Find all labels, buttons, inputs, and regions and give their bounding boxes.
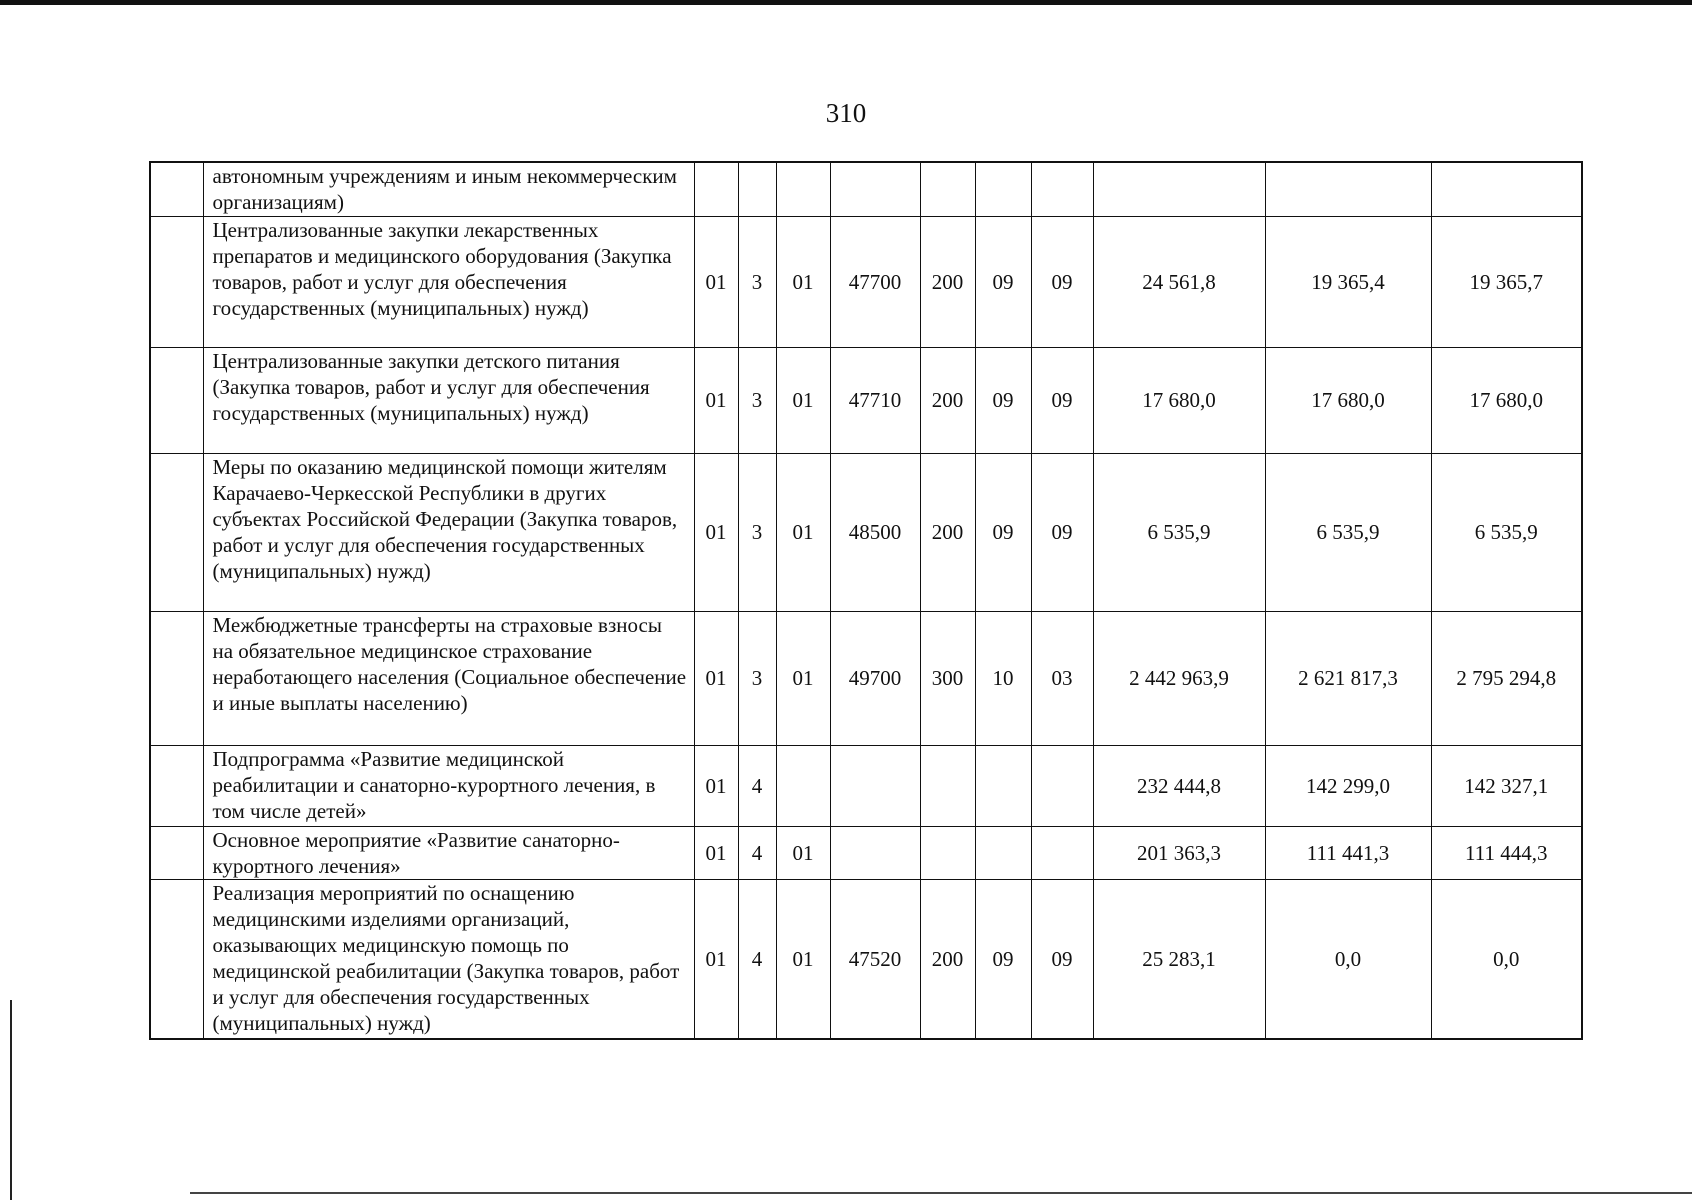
description-cell: Реализация мероприятий по оснащению медицинскими изделиями организаций, оказывающих медицинскую помощь по медицинской реабилитации (Закупка товаров, работ и услуг для обеспечения государственных (муниципальных) нужд) bbox=[203, 879, 694, 1039]
amount-2-cell: 17 680,0 bbox=[1265, 347, 1431, 453]
section-code-cell bbox=[975, 162, 1031, 216]
row-number-cell bbox=[150, 347, 203, 453]
table-row bbox=[150, 611, 1582, 745]
left-margin-rule bbox=[10, 1000, 12, 1200]
program-code-cell: 01 bbox=[694, 745, 738, 826]
description-cell: Подпрограмма «Развитие медицинской реабилитации и санаторно-курортного лечения, в том числе детей» bbox=[203, 745, 694, 826]
amount-1-cell: 17 680,0 bbox=[1093, 347, 1265, 453]
amount-1-cell: 201 363,3 bbox=[1093, 826, 1265, 879]
section-code-cell: 09 bbox=[975, 347, 1031, 453]
top-rule bbox=[0, 0, 1692, 5]
row-number-cell bbox=[150, 216, 203, 347]
direction-code-cell: 47710 bbox=[830, 347, 920, 453]
section-code-cell: 10 bbox=[975, 611, 1031, 745]
amount-2-cell bbox=[1265, 162, 1431, 216]
direction-code-cell bbox=[830, 162, 920, 216]
subprogram-code-cell bbox=[738, 162, 776, 216]
description-cell: Меры по оказанию медицинской помощи жителям Карачаево-Черкесской Республики в других субъектах Российской Федерации (Закупка товаров, работ и услуг для обеспечения государственных (муниципальных) нужд) bbox=[203, 453, 694, 611]
subsection-code-cell: 09 bbox=[1031, 453, 1093, 611]
subsection-code-cell bbox=[1031, 826, 1093, 879]
table-row bbox=[150, 216, 1582, 347]
row-number-cell bbox=[150, 879, 203, 1039]
table-row bbox=[150, 453, 1582, 611]
row-number-cell bbox=[150, 162, 203, 216]
program-code-cell: 01 bbox=[694, 611, 738, 745]
expense-type-code-cell: 200 bbox=[920, 347, 975, 453]
subsection-code-cell bbox=[1031, 162, 1093, 216]
direction-code-cell bbox=[830, 826, 920, 879]
section-code-cell: 09 bbox=[975, 879, 1031, 1039]
expense-type-code-cell bbox=[920, 162, 975, 216]
main-activity-code-cell: 01 bbox=[776, 453, 830, 611]
description-cell: Централизованные закупки лекарственных препаратов и медицинского оборудования (Закупка товаров, работ и услуг для обеспечения государственных (муниципальных) нужд) bbox=[203, 216, 694, 347]
expense-type-code-cell bbox=[920, 745, 975, 826]
row-number-cell bbox=[150, 745, 203, 826]
direction-code-cell: 47700 bbox=[830, 216, 920, 347]
expense-type-code-cell: 200 bbox=[920, 879, 975, 1039]
subsection-code-cell: 09 bbox=[1031, 347, 1093, 453]
main-activity-code-cell bbox=[776, 162, 830, 216]
subprogram-code-cell: 3 bbox=[738, 453, 776, 611]
program-code-cell: 01 bbox=[694, 453, 738, 611]
amount-2-cell: 19 365,4 bbox=[1265, 216, 1431, 347]
amount-3-cell: 17 680,0 bbox=[1431, 347, 1582, 453]
amount-2-cell: 142 299,0 bbox=[1265, 745, 1431, 826]
amount-2-cell: 6 535,9 bbox=[1265, 453, 1431, 611]
main-activity-code-cell: 01 bbox=[776, 347, 830, 453]
amount-1-cell: 232 444,8 bbox=[1093, 745, 1265, 826]
amount-1-cell: 6 535,9 bbox=[1093, 453, 1265, 611]
section-code-cell bbox=[975, 745, 1031, 826]
table-row bbox=[150, 745, 1582, 826]
subsection-code-cell: 09 bbox=[1031, 879, 1093, 1039]
direction-code-cell: 48500 bbox=[830, 453, 920, 611]
direction-code-cell: 49700 bbox=[830, 611, 920, 745]
description-cell: Основное мероприятие «Развитие санаторно-курортного лечения» bbox=[203, 826, 694, 879]
main-activity-code-cell: 01 bbox=[776, 611, 830, 745]
description-cell: автономным учреждениям и иным некоммерческим организациям) bbox=[203, 162, 694, 216]
amount-1-cell: 24 561,8 bbox=[1093, 216, 1265, 347]
program-code-cell: 01 bbox=[694, 216, 738, 347]
amount-3-cell: 6 535,9 bbox=[1431, 453, 1582, 611]
row-number-cell bbox=[150, 611, 203, 745]
amount-3-cell: 142 327,1 bbox=[1431, 745, 1582, 826]
main-activity-code-cell: 01 bbox=[776, 216, 830, 347]
table-row bbox=[150, 879, 1582, 1039]
table-row bbox=[150, 347, 1582, 453]
expense-type-code-cell bbox=[920, 826, 975, 879]
expense-type-code-cell: 200 bbox=[920, 453, 975, 611]
subprogram-code-cell: 4 bbox=[738, 826, 776, 879]
bottom-rule bbox=[190, 1192, 1692, 1194]
row-number-cell bbox=[150, 453, 203, 611]
amount-2-cell: 111 441,3 bbox=[1265, 826, 1431, 879]
amount-3-cell: 2 795 294,8 bbox=[1431, 611, 1582, 745]
amount-1-cell bbox=[1093, 162, 1265, 216]
amount-1-cell: 2 442 963,9 bbox=[1093, 611, 1265, 745]
subsection-code-cell: 03 bbox=[1031, 611, 1093, 745]
amount-3-cell: 111 444,3 bbox=[1431, 826, 1582, 879]
subprogram-code-cell: 4 bbox=[738, 879, 776, 1039]
subprogram-code-cell: 3 bbox=[738, 611, 776, 745]
section-code-cell: 09 bbox=[975, 453, 1031, 611]
description-cell: Централизованные закупки детского питания (Закупка товаров, работ и услуг для обеспечения государственных (муниципальных) нужд) bbox=[203, 347, 694, 453]
expense-type-code-cell: 300 bbox=[920, 611, 975, 745]
description-cell: Межбюджетные трансферты на страховые взносы на обязательное медицинское страхование неработающего населения (Социальное обеспечение и иные выплаты населению) bbox=[203, 611, 694, 745]
section-code-cell: 09 bbox=[975, 216, 1031, 347]
main-activity-code-cell: 01 bbox=[776, 826, 830, 879]
direction-code-cell: 47520 bbox=[830, 879, 920, 1039]
table-row bbox=[150, 826, 1582, 879]
table-row bbox=[150, 162, 1582, 216]
amount-2-cell: 0,0 bbox=[1265, 879, 1431, 1039]
row-number-cell bbox=[150, 826, 203, 879]
program-code-cell: 01 bbox=[694, 879, 738, 1039]
program-code-cell: 01 bbox=[694, 826, 738, 879]
amount-3-cell: 0,0 bbox=[1431, 879, 1582, 1039]
subprogram-code-cell: 4 bbox=[738, 745, 776, 826]
amount-3-cell bbox=[1431, 162, 1582, 216]
subsection-code-cell bbox=[1031, 745, 1093, 826]
page-number: 310 bbox=[825, 98, 867, 128]
amount-2-cell: 2 621 817,3 bbox=[1265, 611, 1431, 745]
direction-code-cell bbox=[830, 745, 920, 826]
amount-1-cell: 25 283,1 bbox=[1093, 879, 1265, 1039]
amount-3-cell: 19 365,7 bbox=[1431, 216, 1582, 347]
section-code-cell bbox=[975, 826, 1031, 879]
subprogram-code-cell: 3 bbox=[738, 347, 776, 453]
expense-type-code-cell: 200 bbox=[920, 216, 975, 347]
subprogram-code-cell: 3 bbox=[738, 216, 776, 347]
program-code-cell: 01 bbox=[694, 347, 738, 453]
main-activity-code-cell bbox=[776, 745, 830, 826]
budget-table bbox=[149, 161, 1583, 1040]
subsection-code-cell: 09 bbox=[1031, 216, 1093, 347]
main-activity-code-cell: 01 bbox=[776, 879, 830, 1039]
program-code-cell bbox=[694, 162, 738, 216]
